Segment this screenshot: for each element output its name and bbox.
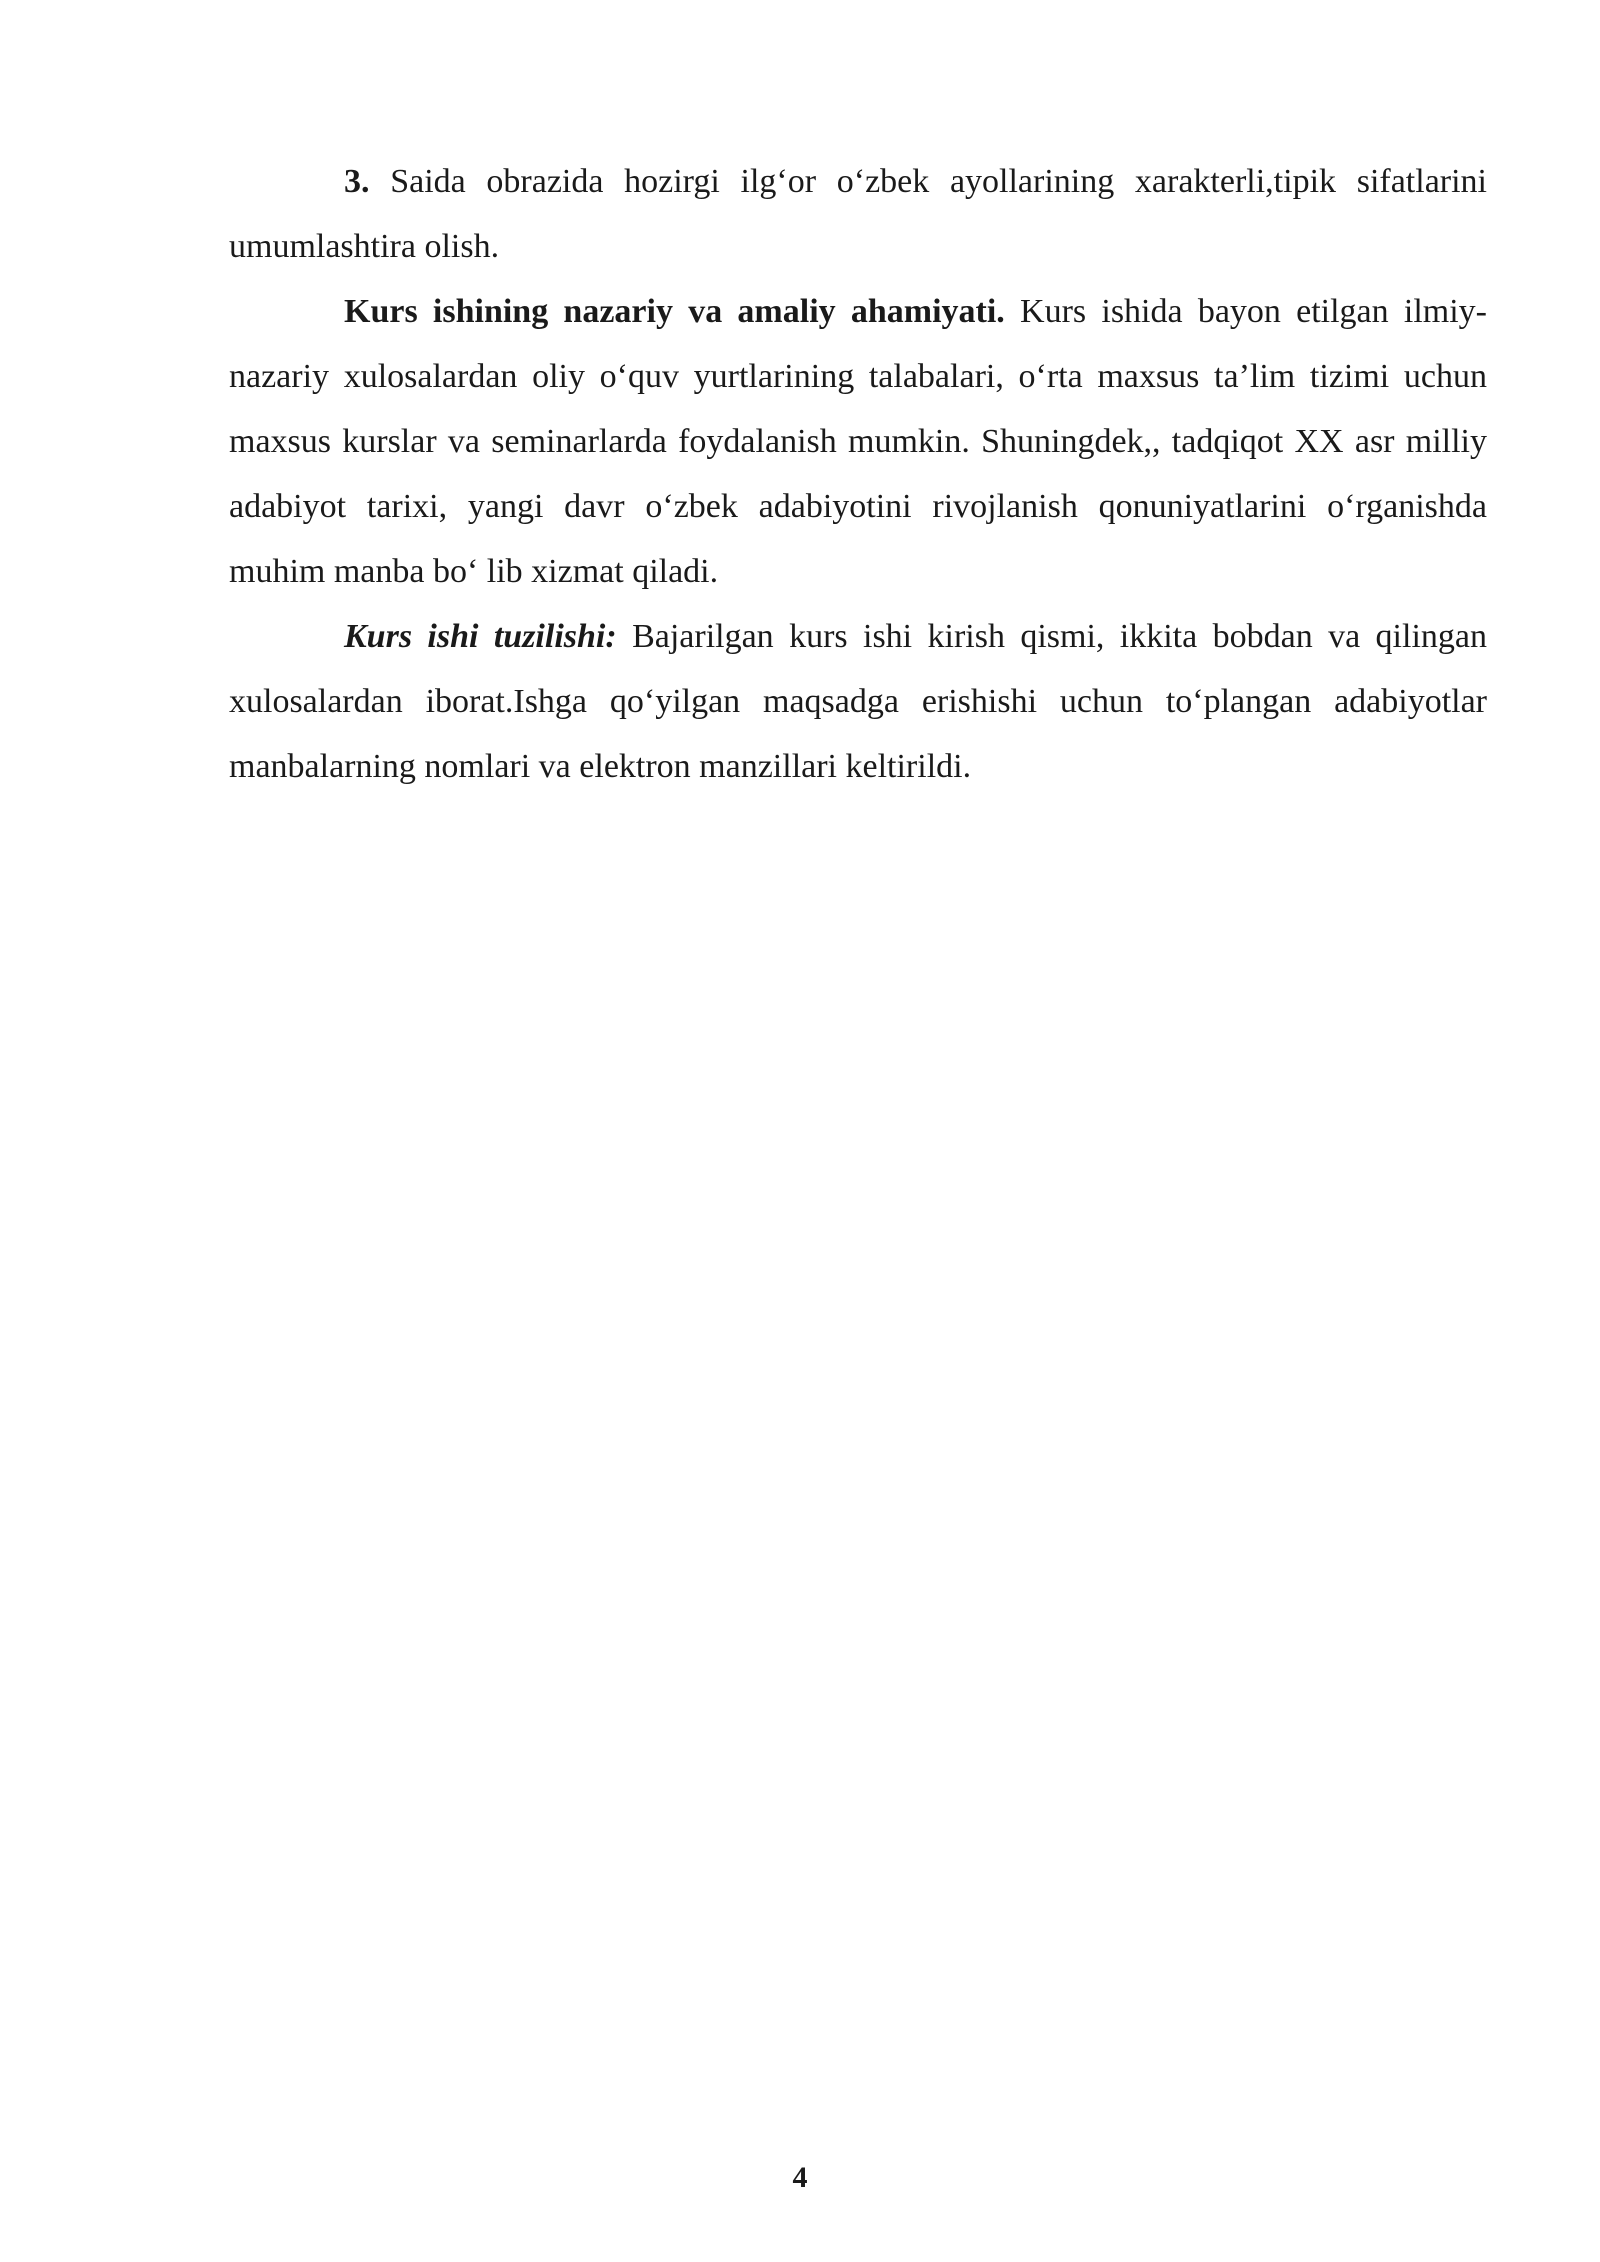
paragraph-lead-number: 3. [344,163,370,200]
paragraph-text: Kurs ishida bayon etilgan ilmiy-nazariy xulosalardan oliy o‘quv yurtlarining talabalari, o‘rta maxsus ta’lim tizimi uchun maxsus kurslar va seminarlarda foydalanish mumkin. Shuningdek,, tadqiqot XX asr milliy adabiyot tarixi, yangi davr o‘zbek adabiyotini rivojlanish qonuniyatlarini o‘rganishda muhim manba bo‘ lib xizmat qiladi. [229,293,1487,590]
paragraph-heading-structure: Kurs ishi tuzilishi: [344,618,617,655]
page-number: 4 [792,2161,808,2194]
paragraph-significance [229,279,1487,604]
paragraph-heading-significance: Kurs ishining nazariy va amaliy ahamiyati. [344,293,1005,330]
paragraph-structure [229,604,1487,799]
paragraph-objective-3 [229,149,1487,279]
document-body [229,149,1487,799]
paragraph-text: Saida obrazida hozirgi ilg‘or o‘zbek ayollarining xarakterli,tipik sifatlarini umumlashtira olish. [229,163,1487,265]
paragraph-text: Bajarilgan kurs ishi kirish qismi, ikkita bobdan va qilingan xulosalardan iborat.Ishga qo‘yilgan maqsadga erishishi uchun to‘plangan adabiyotlar manbalarning nomlari va elektron manzillari keltirildi. [229,618,1487,785]
